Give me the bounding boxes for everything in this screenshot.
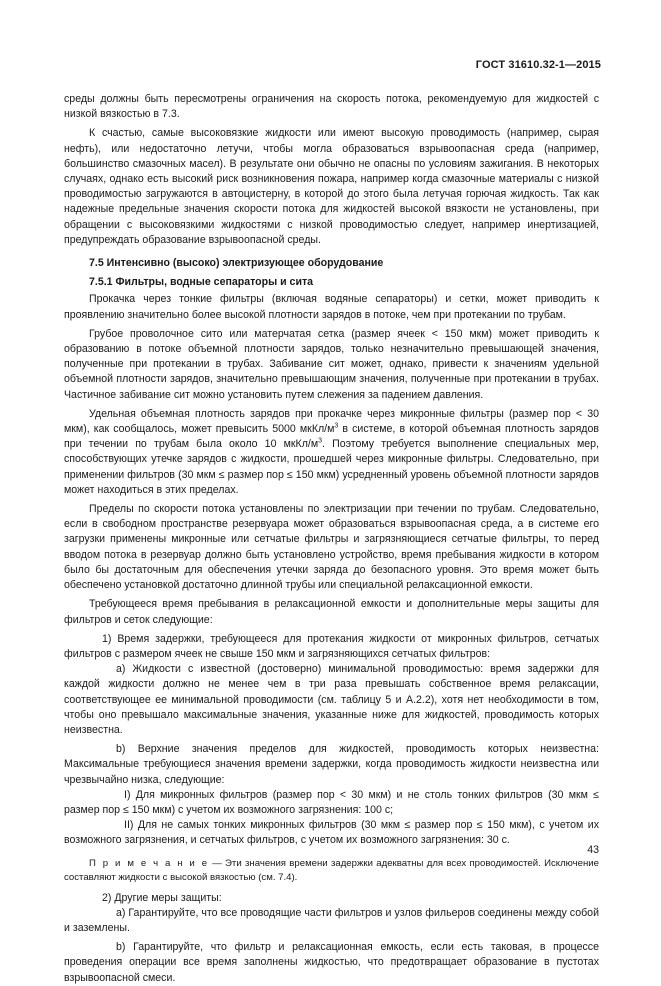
note-label: П р и м е ч а н и е [89,857,209,869]
text-span: в системе, в которой объемная плотность зарядов при течении по трубам была около 10 мкКл/м [64,423,600,451]
paragraph-micron-filters [64,407,599,498]
paragraph-flow-limits: Пределы по скорости потока установлены по электризации при течении по трубам. Следовательно, если в свободном пространстве резервуара может образоваться взрывоопасная среда, а в системе его загрузки применены микронные или сетчатые фильтры и загрязняющиеся сетчатые фильтры, то перед вводом потока в резервуар должно быть установлено устройство, время пребывания жидкости в котором было бы достаточным для обеспечения утечки заряда до безопасного уровня. Это время может быть обеспечено установкой достаточно длинной трубы или специальной релаксационной емкости. [64,503,599,592]
list-item-2: 2) Другие меры защиты: [102,891,222,904]
note-text: — Эти значения времени задержки адекватны для всех проводимостей. Исключение составляют жидкости с высокой вязкостью (см. 7.4). [64,857,599,883]
paragraph-fine-filters: Прокачка через тонкие фильтры (включая водяные сепараторы) и сетки, может приводить к проявлению значительно более высокой плотности зарядов в потоке, чем при протекании по трубам. [64,293,599,321]
page-content [64,92,599,986]
paragraph-high-viscosity: К счастью, самые высоковязкие жидкости или имеют высокую проводимость (например, сырая нефть), или недостаточно летучи, чтобы могла образоваться взрывоопасная среда (например, большинство смазочных масел). В результате они обычно не опасны по условиям зажигания. В некоторых случаях, однако есть высокий риск возникновения пожара, например когда смазочные материалы с низкой проводимостью загружаются в автоцистерну, в которой до этого была летучая горючая жидкость. Так как надежные предельные значения скорости потока для жидкостей высокой вязкости не установлены, при обращении с высоковязкими жидкостями с низкой проводимостью следует, например инертизацией, предупреждать образование взрывоопасной среды. [64,127,599,246]
page-number: 43 [587,844,599,856]
paragraph-continuation: среды должны быть пересмотрены ограничения на скорость потока, рекомендуемую для жидкостей с низкой вязкостью в 7.3. [64,93,599,121]
list-item-2b: b) Гарантируйте, что фильтр и релаксационная емкость, если есть таковая, в процессе проведения операции все время заполнены жидкостью, что предотвращает образование в пустотах взрывоопасной смеси. [64,941,599,984]
text-span: . Поэтому требуется выполнение специальных мер, способствующих утечке зарядов с жидкости, прошедшей через микронные фильтры. Следовательно, при применении фильтров (30 мкм ≤ размер пор ≤ 150 мкм) усредненный уровень объемной плотности зарядов может находиться в этих пределах. [64,438,599,496]
page-header-standard: ГОСТ 31610.32-1—2015 [475,59,601,71]
section-heading-7-5: 7.5 Интенсивно (высоко) электризующее оборудование [89,257,384,270]
superscript: 3 [318,437,323,445]
paragraph-residence-time: Требующееся время пребывания в релаксационной емкости и дополнительные меры защиты для фильтров и сеток следующие: [64,598,599,626]
paragraph-coarse-sieve: Грубое проволочное сито или матерчатая сетка (размер ячеек < 150 мкм) может приводить к образованию в потоке объемной плотности зарядов, только незначительно превышающей значения, полученные при протекании в трубах. Забивание сит может, однако, привести к значениям удельной объемной плотности зарядов, значительно превышающим значения, полученные при протекании в трубах. Частичное забивание сит можно установить путем слежения за падением давления. [64,327,599,401]
superscript: 3 [334,422,339,430]
list-item-1b-ii: II) Для не самых тонких микронных фильтров (30 мкм ≤ размер пор ≤ 150 мкм), с учетом их возможного загрязнения, и сетчатых фильтров, с учетом их возможного загрязнения: 30 с. [64,819,599,847]
list-item-2a: a) Гарантируйте, что все проводящие части фильтров и узлов фильеров соединены между собой и заземлены. [64,906,599,934]
note-paragraph [64,857,599,885]
list-item-1: 1) Время задержки, требующееся для протекания жидкости от микронных фильтров, сетчатых фильтров с размером ячеек не свыше 150 мкм и загрязняющихся сетчатых фильтров: [64,632,599,660]
text-span: Удельная объемная плотность зарядов при прокачке через микронные фильтры (размер пор < 30 мкм), как сообщалось, может превысить 5000 мкКл/м [64,407,599,436]
list-item-1b: b) Верхние значения пределов для жидкостей, проводимость которых неизвестна: Максимальные требующиеся значения времени задержки, когда проводимость жидкости неизвестна или чрезвычайно низка, следующие: [64,743,599,786]
subsection-heading-7-5-1: 7.5.1 Фильтры, водные сепараторы и сита [89,276,314,289]
list-item-1b-i: I) Для микронных фильтров (размер пор < 30 мкм) и не столь тонких фильтров (30 мкм ≤ размер пор ≤ 150 мкм) с учетом их возможного загрязнения: 100 с; [64,788,599,816]
list-item-1a: a) Жидкости с известной (достоверно) минимальной проводимостью: время задержки для каждой жидкости должно не менее чем в три раза превышать собственное время релаксации, соответствующее ее минимальной проводимости (см. таблицу 5 и А.2.2), хотя нет необходимости в том, чтобы оно превышало максимальные значения, указанные ниже для жидкостей, проводимость которых неизвестна. [64,663,599,736]
